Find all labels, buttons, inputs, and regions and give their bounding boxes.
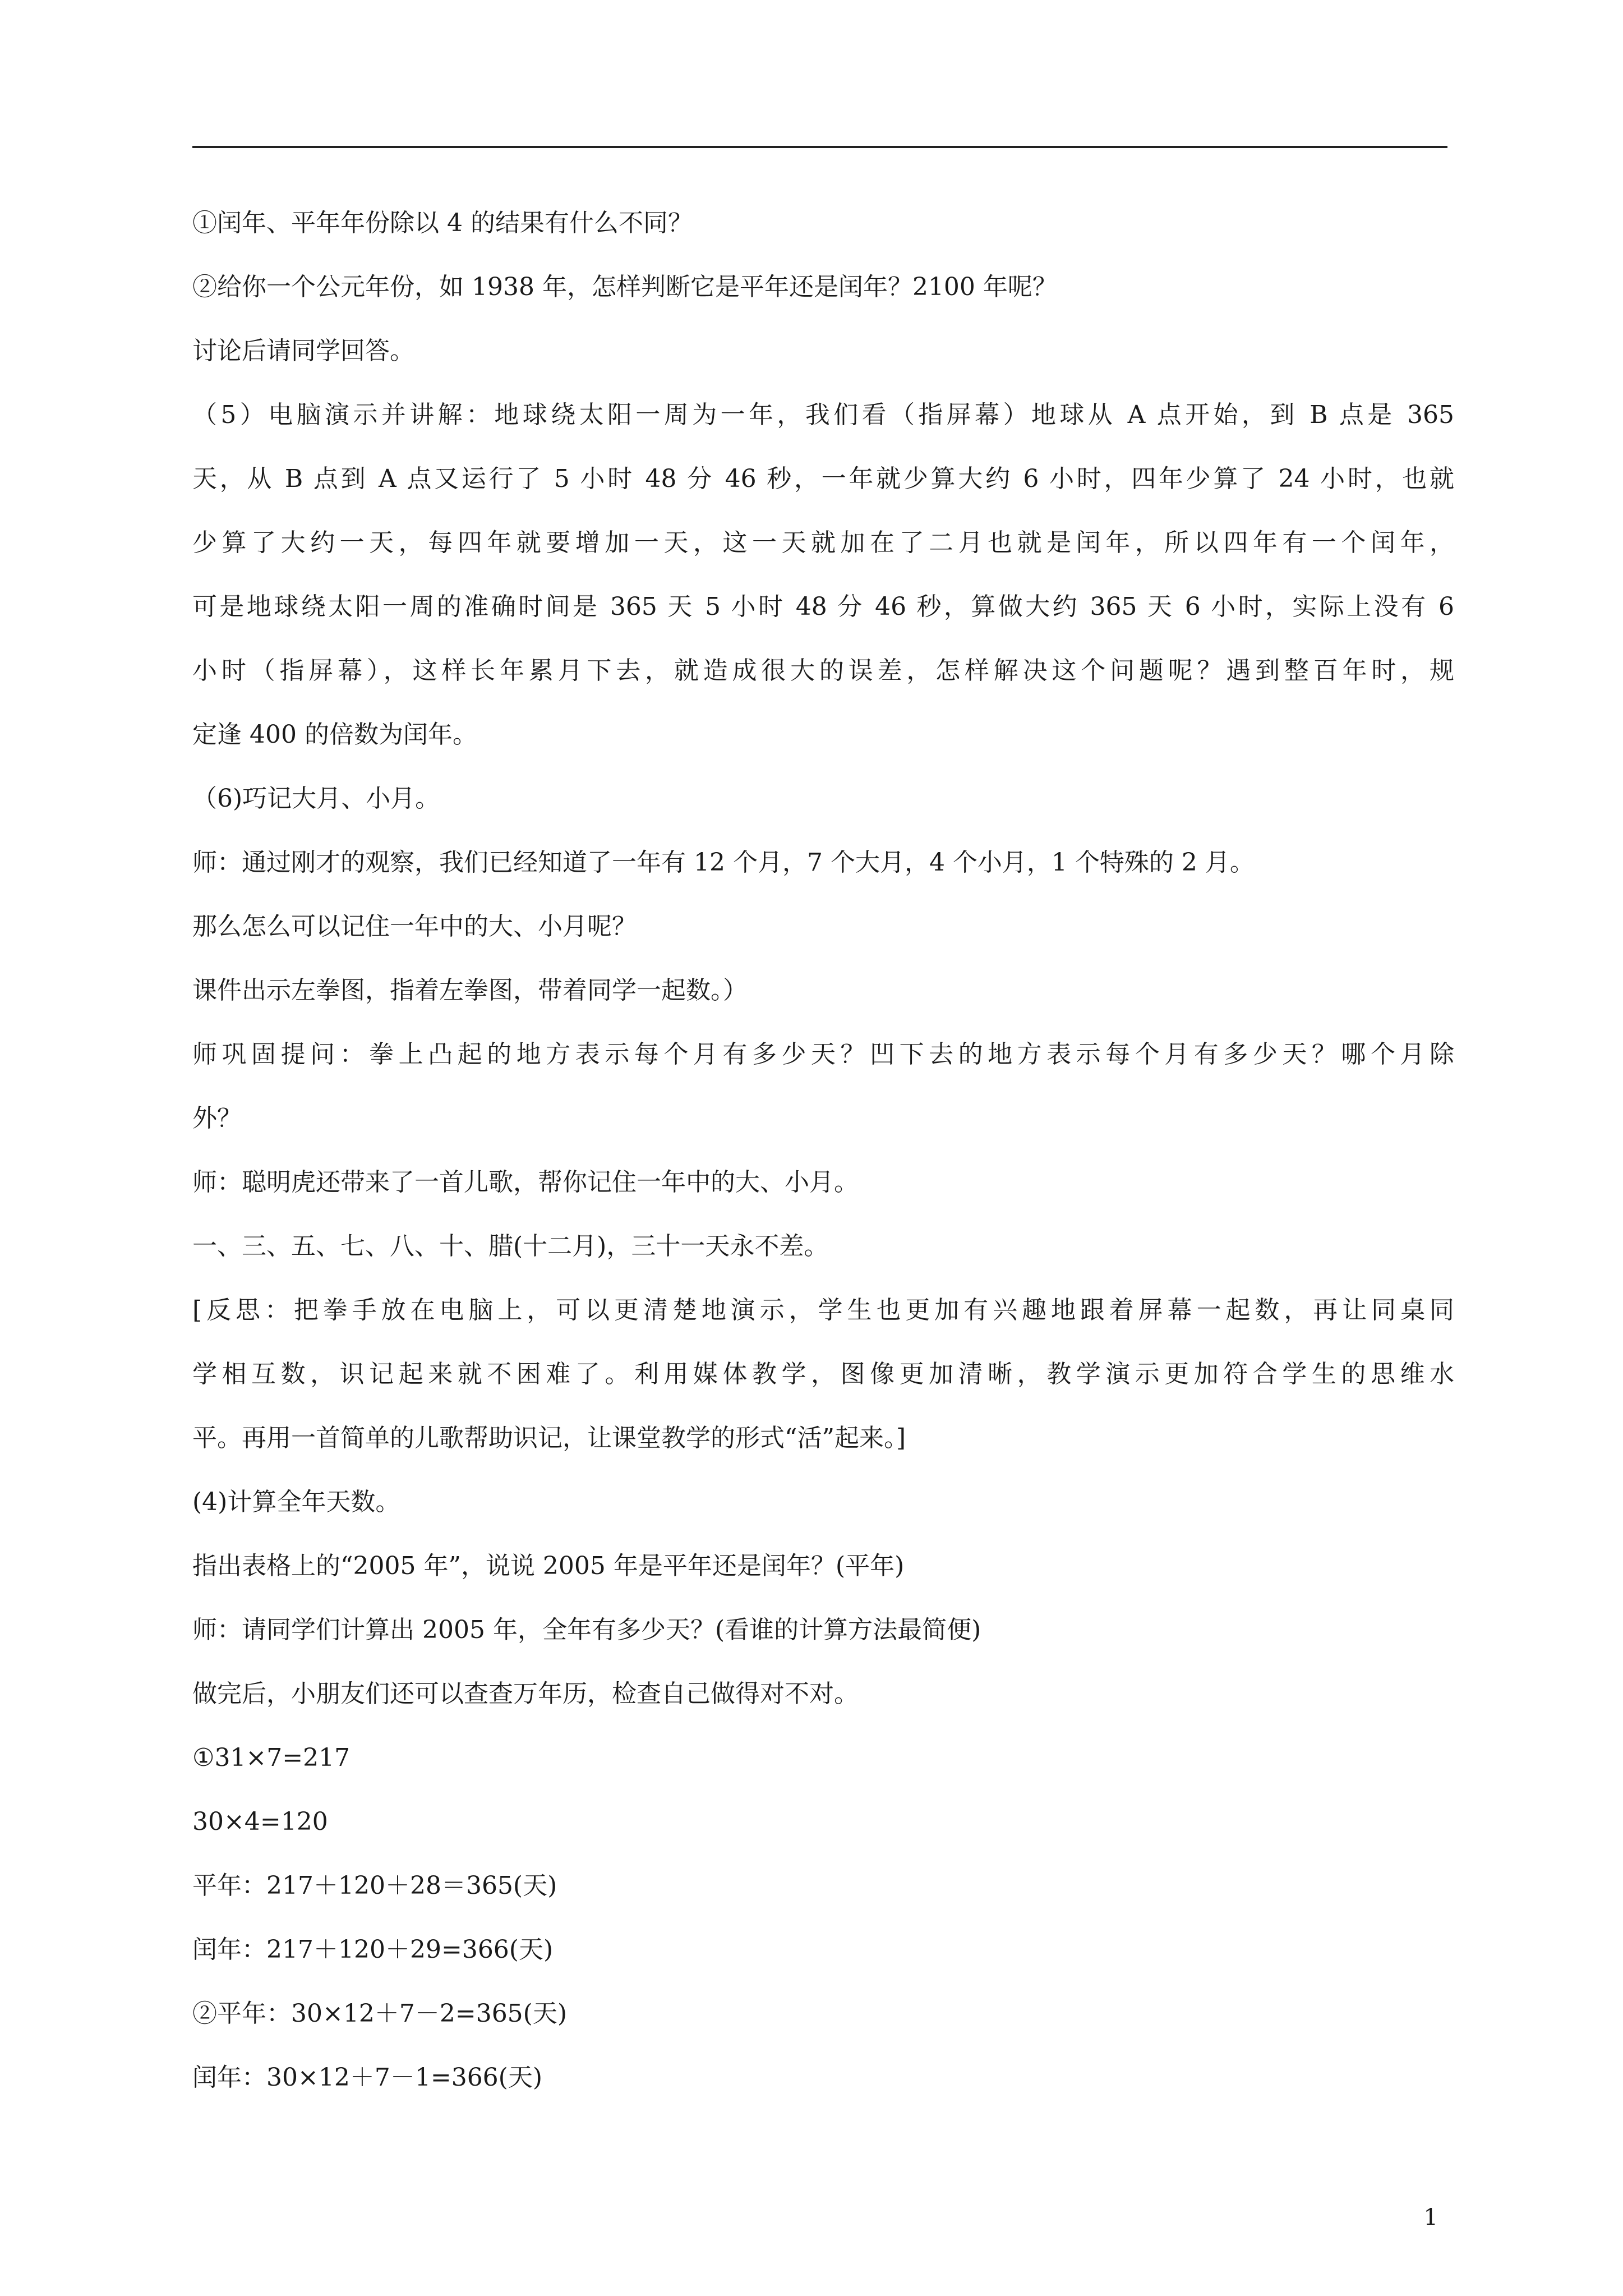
text-line: [反思：把拳手放在电脑上，可以更清楚地演示，学生也更加有兴趣地跟着屏幕一起数，再让同桌同 <box>192 1296 1454 1324</box>
text-line: 师：聪明虎还带来了一首儿歌，帮你记住一年中的大、小月。 <box>192 1168 859 1197</box>
text-line: 小时（指屏幕），这样长年累月下去，就造成很大的误差，怎样解决这个问题呢？遇到整百年时，规 <box>192 656 1454 685</box>
text-line: ②平年：30×12＋7－2=365(天) <box>192 1999 568 2028</box>
text-line: 讨论后请同学回答。 <box>192 337 414 365</box>
text-line: 课件出示左拳图，指着左拳图，带着同学一起数。） <box>192 976 748 1005</box>
text-line: 学相互数，识记起来就不困难了。利用媒体教学，图像更加清晰，教学演示更加符合学生的思维水 <box>192 1360 1454 1388</box>
text-line: 那么怎么可以记住一年中的大、小月呢？ <box>192 912 637 941</box>
text-line: 天，从 B 点到 A 点又运行了 5 小时 48 分 46 秒，一年就少算大约 6 小时，四年少算了 24 小时，也就 <box>192 464 1454 493</box>
text-line: 师巩固提问：拳上凸起的地方表示每个月有多少天？凹下去的地方表示每个月有多少天？哪个月除 <box>192 1040 1454 1069</box>
text-line: 一、三、五、七、八、十、腊(十二月)，三十一天永不差。 <box>192 1232 829 1260</box>
text-line: 指出表格上的“2005 年”，说说 2005 年是平年还是闰年？(平年) <box>192 1552 905 1580</box>
page-number: 1 <box>1423 2205 1438 2230</box>
text-line: ①闰年、平年年份除以 4 的结果有什么不同？ <box>192 209 693 237</box>
text-line: 少算了大约一天，每四年就要增加一天，这一天就加在了二月也就是闰年，所以四年有一个闰年， <box>192 528 1454 557</box>
text-line: （6)巧记大月、小月。 <box>192 784 440 813</box>
text-line: 外？ <box>192 1104 242 1133</box>
text-line: 30×4=120 <box>192 1807 328 1836</box>
text-line: 平。再用一首简单的儿歌帮助识记，让课堂教学的形式“活”起来。] <box>192 1424 906 1452</box>
header-rule <box>192 146 1447 148</box>
text-line: 闰年：30×12＋7－1=366(天) <box>192 2063 543 2092</box>
text-line: 平年：217＋120＋28＝365(天) <box>192 1871 557 1900</box>
text-line: 做完后，小朋友们还可以查查万年历，检查自己做得对不对。 <box>192 1680 859 1708</box>
text-line: 定逢 400 的倍数为闰年。 <box>192 720 477 749</box>
text-line: 可是地球绕太阳一周的准确时间是 365 天 5 小时 48 分 46 秒，算做大约 365 天 6 小时，实际上没有 6 <box>192 592 1454 621</box>
document-body <box>192 206 1454 2125</box>
text-line: 师：通过刚才的观察，我们已经知道了一年有 12 个月，7 个大月，4 个小月，1 个特殊的 2 月。 <box>192 848 1255 877</box>
text-line: （5）电脑演示并讲解：地球绕太阳一周为一年，我们看（指屏幕）地球从 A 点开始，到 B 点是 365 <box>192 401 1454 429</box>
text-line: ②给你一个公元年份，如 1938 年，怎样判断它是平年还是闰年？2100 年呢？ <box>192 273 1057 301</box>
text-line: 闰年：217＋120＋29=366(天) <box>192 1935 554 1964</box>
text-line: 师：请同学们计算出 2005 年，全年有多少天？(看谁的计算方法最简便) <box>192 1616 981 1644</box>
text-line: ①31×7=217 <box>192 1743 351 1772</box>
text-line: (4)计算全年天数。 <box>192 1488 400 1516</box>
